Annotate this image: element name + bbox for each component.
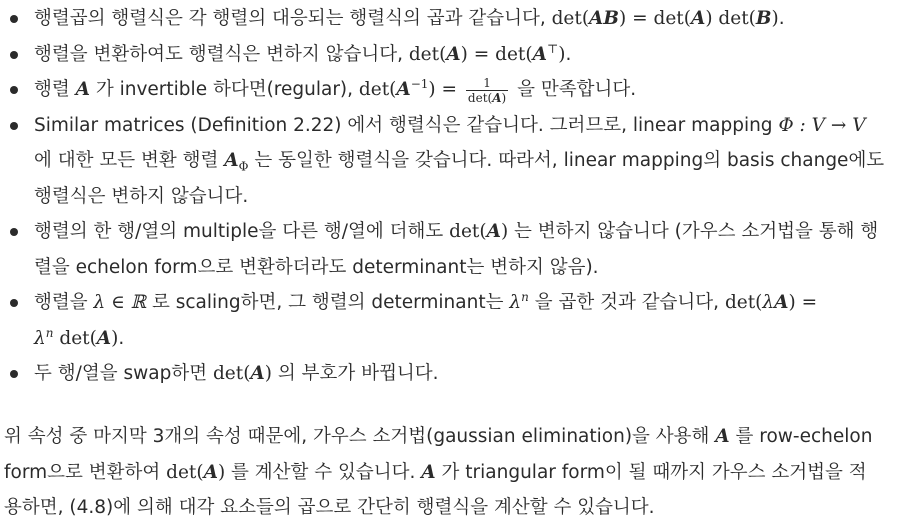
math-symbol: A (224, 150, 239, 171)
math-expression: $\lambda^n$ det(A) (34, 325, 119, 349)
bullet-icon (10, 86, 18, 94)
bullet-icon (10, 228, 18, 236)
list-item: 행렬을 변환하여도 행렬식은 변하지 않습니다, det(A) = det(A⊤). (0, 37, 918, 73)
bullet-icon (10, 15, 18, 23)
list-item: 행렬을 λ ∈ ℝ 로 scaling하면, 그 행렬의 determinant는 $\lambda^n$ 을 곱한 것과 같습니다, det(λA) = $\lambda^n$ det(A). (0, 285, 918, 356)
gaussian-elimination-paragraph: 위 속성 중 마지막 3개의 속성 때문에, 가우스 소거법(gaussian elimination)을 사용해 A 를 row-echelon form으로 변환하여 det(A) 를 계산할 수 있습니다. A 가 triangular form이 될 때까지 가우스 소거법을 적 용하면, (4.8)에 의해 대각 요소들의 곱으로 간단히 행렬식을 계산할 수 있습니다. (4, 426, 873, 518)
math-expression: det(A) (166, 461, 226, 483)
bullet-icon (10, 51, 18, 59)
bullet-icon (10, 370, 18, 378)
math-expression: det(λA) = (724, 292, 818, 313)
math-expression: det(A) = det(A⊤) (408, 41, 566, 65)
list-item: 두 행/열을 swap하면 det(A) 의 부호가 바뀝니다. (0, 356, 918, 392)
bullet-icon (10, 122, 18, 130)
list-item: 행렬의 한 행/열의 multiple을 다른 행/열에 더해도 det(A) 는 변하지 않습니다 (가우스 소거법을 통해 행 렬을 echelon form으로 변환하더라도 determinant는 변하지 않음). (0, 214, 918, 285)
math-expression: Φ : V → V (778, 114, 866, 136)
math-expression: det(A) (449, 221, 509, 242)
list-item: 행렬곱의 행렬식은 각 행렬의 대응되는 행렬식의 곱과 같습니다, det(AB) = det(A) det(B). (0, 1, 918, 37)
math-expression: $\det(A^{-1})$ = (358, 76, 463, 100)
math-expression: det(A) (212, 363, 272, 384)
math-expression: det(AB) = det(A) det(B) (551, 8, 779, 29)
math-expression: λ ∈ ℝ (93, 292, 147, 313)
list-item: Similar matrices (Definition 2.22) 에서 행렬식은 같습니다. 그러므로, linear mapping Φ : V → V 에 대한 모든 변환 행렬 $A_\Phi$ 는 동일한 행렬식을 갖습니다. 따라서, linear mapping의 basis change에도 행렬식은 변하지 않습니다. (0, 108, 918, 215)
list-item: 행렬 A 가 invertible 하다면(regular), $\det(A^{-1})$ = $\frac{1}{\det(A)}$ 을 만족합니다. (0, 72, 918, 108)
bullet-icon (10, 299, 18, 307)
fraction: $\frac{1}{\det(A)}$ (467, 75, 507, 105)
math-symbol: A (75, 79, 90, 100)
